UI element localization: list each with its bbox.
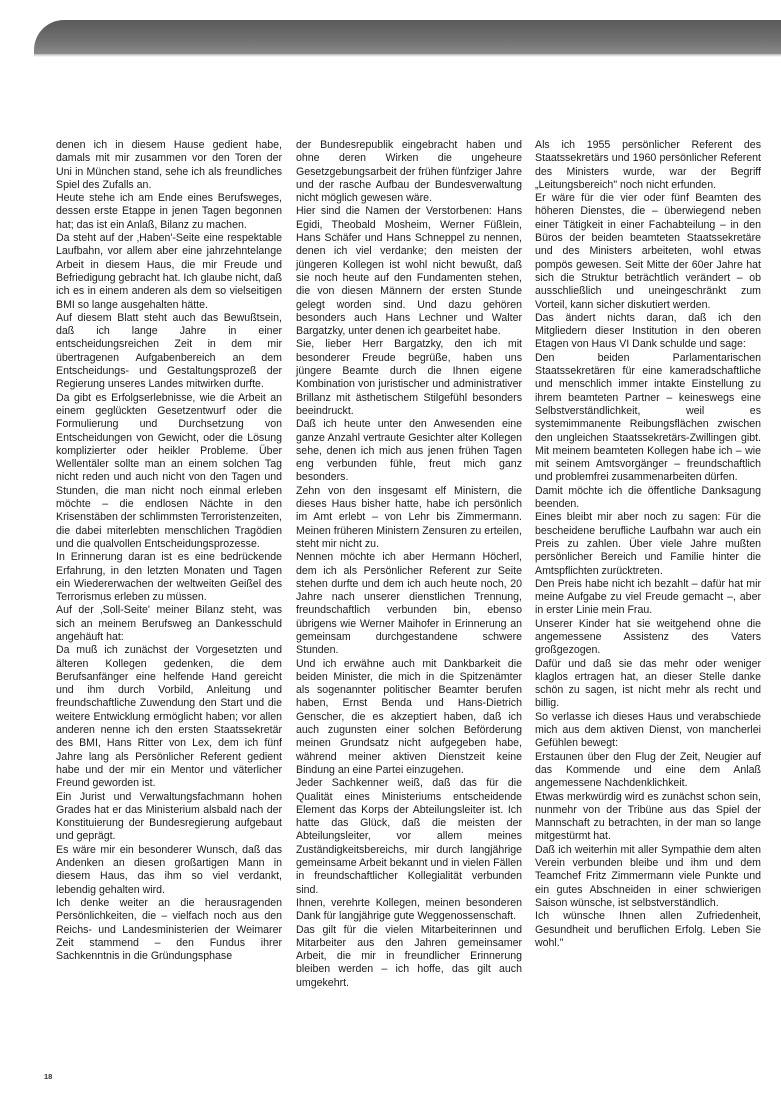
paragraph: Etwas merkwürdig wird es zunächst schon sein, nunmehr von der Tribüne aus das Spiel der Mannschaft zu betrachten, in der man so lange mitgestürmt hat.	[535, 790, 761, 843]
paragraph: Heute stehe ich am Ende eines Berufsweges, dessen erste Etappe in jenen Tagen begonnen hat; das ist ein Anlaß, Bilanz zu machen.	[56, 192, 282, 231]
paragraph: Und ich erwähne auch mit Dankbarkeit die beiden Minister, die mich in die Spitzenämter als sogenannter politischer Beamter berufen haben, Ernst Benda und Hans-Dietrich Genscher, die es akzeptiert haben, daß ich auch zugunsten einer solchen Beförderung meinen Grundsatz nicht aufgegeben habe, während meiner aktiven Dienstzeit keine Bindung an eine Partei einzugehen.	[296, 657, 522, 776]
paragraph: Hier sind die Namen der Verstorbenen: Hans Egidi, Theobald Mosheim, Werner Füßlein, Hans Schäfer und Hans Schneppel zu nennen, denen ich viel verdanke; den meisten der jüngeren Kollegen ist wohl nicht bewußt, daß sie noch heute auf den Fundamenten stehen, die von diesen Männern der ersten Stunde gelegt worden sind. Und dazu gehören besonders auch Hans Lechner und Walter Bargatzky, unter denen ich gearbeitet habe.	[296, 205, 522, 338]
paragraph: Da steht auf der ‚Haben'-Seite eine respektable Laufbahn, vor allem aber eine jahrzehntelange Arbeit in diesem Haus, die mir Freude und Befriedigung gebracht hat. Ich glaube nicht, daß ich es in einem anderen als dem so vielseitigen BMI so lange ausgehalten hätte.	[56, 232, 282, 311]
paragraph: Es wäre mir ein besonderer Wunsch, daß das Andenken an diesen großartigen Mann in diesem Haus, das ihm so viel verdankt, lebendig gehalten wird.	[56, 843, 282, 896]
paragraph: Auf diesem Blatt steht auch das Bewußtsein, daß ich lange Jahre in einer entscheidungsreichen Zeit in dem mir übertragenen Aufgabenbereich an dem Entscheidungs- und Gestaltungsprozeß der Regierung unseres Landes mitwirken durfte.	[56, 311, 282, 391]
paragraph: Nennen möchte ich aber Hermann Höcherl, dem ich als Persönlicher Referent zur Seite stehen durfte und dem ich auch heute noch, 20 Jahre nach unserer dienstlichen Trennung, freundschaftlich verbunden bin, ebenso übrigens wie Werner Maihofer in Erinnerung an gemeinsam durchgestandene schwere Stunden.	[296, 551, 522, 657]
paragraph: Unserer Kinder hat sie weitgehend ohne die angemessene Assistenz des Vaters großgezogen.	[535, 617, 761, 657]
paragraph: Das gilt für die vielen Mitarbeiterinnen und Mitarbeiter aus den Jahren gemeinsamer Arbeit, die mir in freundlicher Erinnerung bleiben werden – ich hoffe, das gilt auch umgekehrt.	[296, 923, 522, 989]
paragraph: Zehn von den insgesamt elf Ministern, die dieses Haus bisher hatte, habe ich persönlich im Amt erlebt – von Lehr bis Zimmermann. Meinen früheren Ministern Zensuren zu erteilen, steht mir nicht zu.	[296, 484, 522, 550]
paragraph: Daß ich weiterhin mit aller Sympathie dem alten Verein verbunden bleibe und ihm und dem Teamchef Fritz Zimmermann viele Punkte und ein gutes Abschneiden in einer schwierigen Saison wünsche, ist selbstverständlich.	[535, 843, 761, 909]
paragraph: Jeder Sachkenner weiß, daß das für die Qualität eines Ministeriums entscheidende Element das Korps der Abteilungsleiter ist. Ich hatte das Glück, daß die meisten der Abteilungsleiter, vor allem meines Zuständigkeitsbereichs, mir durch langjährige gemeinsame Arbeit bekannt und in vielen Fällen in freundschaftlicher Kollegialität verbunden sind.	[296, 777, 522, 896]
paragraph: In Erinnerung daran ist es eine bedrückende Erfahrung, in den letzten Monaten und Tagen ein Wiedererwachen der weltweiten Geißel des Terrorismus erleben zu müssen.	[56, 551, 282, 604]
paragraph: Damit möchte ich die öffentliche Danksagung beenden.	[535, 484, 761, 511]
paragraph: Sie, lieber Herr Bargatzky, den ich mit besonderer Freude begrüße, haben uns jüngere Beamte durch die Ihnen eigene Kombination von juristischer und administrativer Brillanz mit ästhetischem Stilgefühl besonders beeindruckt.	[296, 338, 522, 417]
paragraph: Er wäre für die vier oder fünf Beamten des höheren Dienstes, die – überwiegend neben einer Tätigkeit in einer Fachabteilung – in den Büros der beiden beamteten Staatssekretäre und des Ministers arbeiteten, wohl etwas pompös gewesen. Seit Mitte der 60er Jahre hat sich die Struktur beträchtlich verändert – ob ausschließlich und uneingeschränkt zum Vorteil, kann sicher diskutiert werden.	[535, 192, 761, 311]
text-column-2	[296, 139, 522, 990]
page-number: 18	[44, 1072, 53, 1081]
paragraph: Auf der ‚Soll-Seite' meiner Bilanz steht, was sich an meinem Berufsweg an Dankesschuld angehäuft hat:	[56, 604, 282, 643]
paragraph: Als ich 1955 persönlicher Referent des Staatssekretärs und 1960 persönlicher Referent des Ministers wurde, war der Begriff „Leitungsbereich" noch nicht erfunden.	[535, 139, 761, 191]
text-column-1	[56, 139, 282, 963]
text-column-3	[535, 139, 761, 950]
header-bar	[34, 20, 781, 54]
paragraph: So verlasse ich dieses Haus und verabschiede mich aus dem aktiven Dienst, von mancherlei Gefühlen bewegt:	[535, 710, 761, 750]
paragraph: der Bundesrepublik eingebracht haben und ohne deren Wirken die ungeheure Gesetzgebungsarbeit der frühen fünfziger Jahre und der rasche Aufbau der Bundesverwaltung nicht möglich gewesen wäre.	[296, 139, 522, 205]
paragraph: Den Preis habe nicht ich bezahlt – dafür hat mir meine Aufgabe zu viel Freude gemacht –, aber in erster Linie mein Frau.	[535, 577, 761, 617]
paragraph: Ihnen, verehrte Kollegen, meinen besonderen Dank für langjährige gute Weggenossenschaft.	[296, 896, 522, 923]
paragraph: Den beiden Parlamentarischen Staatssekretären für eine kameradschaftliche und menschlich immer intakte Einstellung zu ihrem beamteten Partner – keineswegs eine Selbstverständlichkeit, weil es systemimmanente Reibungsflächen zwischen den ungleichen Staatssekretärs-Zwillingen gibt. Mit meinem beamteten Kollegen habe ich – wie mit seinem Amtsvorgänger – freundschaftlich und problemfrei zusammenarbeiten dürfen.	[535, 351, 761, 484]
paragraph: Dafür und daß sie das mehr oder weniger klaglos ertragen hat, an dieser Stelle danke schön zu sagen, ist nicht mehr als recht und billig.	[535, 657, 761, 710]
paragraph: Eines bleibt mir aber noch zu sagen: Für die bescheidene berufliche Laufbahn war auch ein Preis zu zahlen. Über viele Jahre mußten persönlicher Bereich und Familie hinter die Amtspflichten zurücktreten.	[535, 511, 761, 577]
paragraph: Da gibt es Erfolgserlebnisse, wie die Arbeit an einem geglückten Gesetzentwurf oder die Formulierung und Durchsetzung von Entscheidungen von Gewicht, oder die Lösung komplizierter oder heikler Probleme. Über Wellentäler sollte man an einem solchen Tag nicht reden und auch nicht von den Tagen und Stunden, die man nicht noch einmal erleben möchte – die endlosen Nächte in den Krisenstäben der schlimmsten Terroristenzeiten, die dabei miterlebten menschlichen Tragödien und die qualvollen Entscheidungsprozesse.	[56, 391, 282, 550]
paragraph: Das ändert nichts daran, daß ich den Mitgliedern dieser Institution in den oberen Etagen von Haus VI Dank schulde und sage:	[535, 311, 761, 351]
paragraph: Ein Jurist und Verwaltungsfachmann hohen Grades hat er das Ministerium alsbald nach der Konstituierung der Bundesregierung aufgebaut und geprägt.	[56, 790, 282, 843]
paragraph: denen ich in diesem Hause gedient habe, damals mit mir zusammen vor den Toren der Uni in München stand, sehe ich als freundliches Spiel des Zufalls an.	[56, 139, 282, 191]
paragraph: Daß ich heute unter den Anwesenden eine ganze Anzahl vertraute Gesichter alter Kollegen sehe, denen ich mich aus jenen frühen Tagen eng verbunden fühle, freut mich ganz besonders.	[296, 418, 522, 484]
paragraph: Ich wünsche Ihnen allen Zufriedenheit, Gesundheit und beruflichen Erfolg. Leben Sie wohl."	[535, 910, 761, 949]
paragraph: Erstaunen über den Flug der Zeit, Neugier auf das Kommende und eine dem Anlaß angemessene Nachdenklichkeit.	[535, 750, 761, 790]
paragraph: Ich denke weiter an die herausragenden Persönlichkeiten, die – vielfach noch aus den Reichs- und Landesministerien der Weimarer Zeit stammend – den Fundus ihrer Sachkenntnis in die Gründungsphase	[56, 896, 282, 963]
paragraph: Da muß ich zunächst der Vorgesetzten und älteren Kollegen gedenken, die dem Berufsanfänger eine helfende Hand gereicht und ihm durch Vorbild, Anleitung und freundschaftliche Zuwendung den Start und die weitere Entwicklung ermöglicht haben; vor allen anderen nenne ich den ersten Staatssekretär des BMI, Hans Ritter von Lex, dem ich fünf Jahre lang als Persönlicher Referent gedient habe und der mir ein Mentor und väterlicher Freund geworden ist.	[56, 644, 282, 790]
